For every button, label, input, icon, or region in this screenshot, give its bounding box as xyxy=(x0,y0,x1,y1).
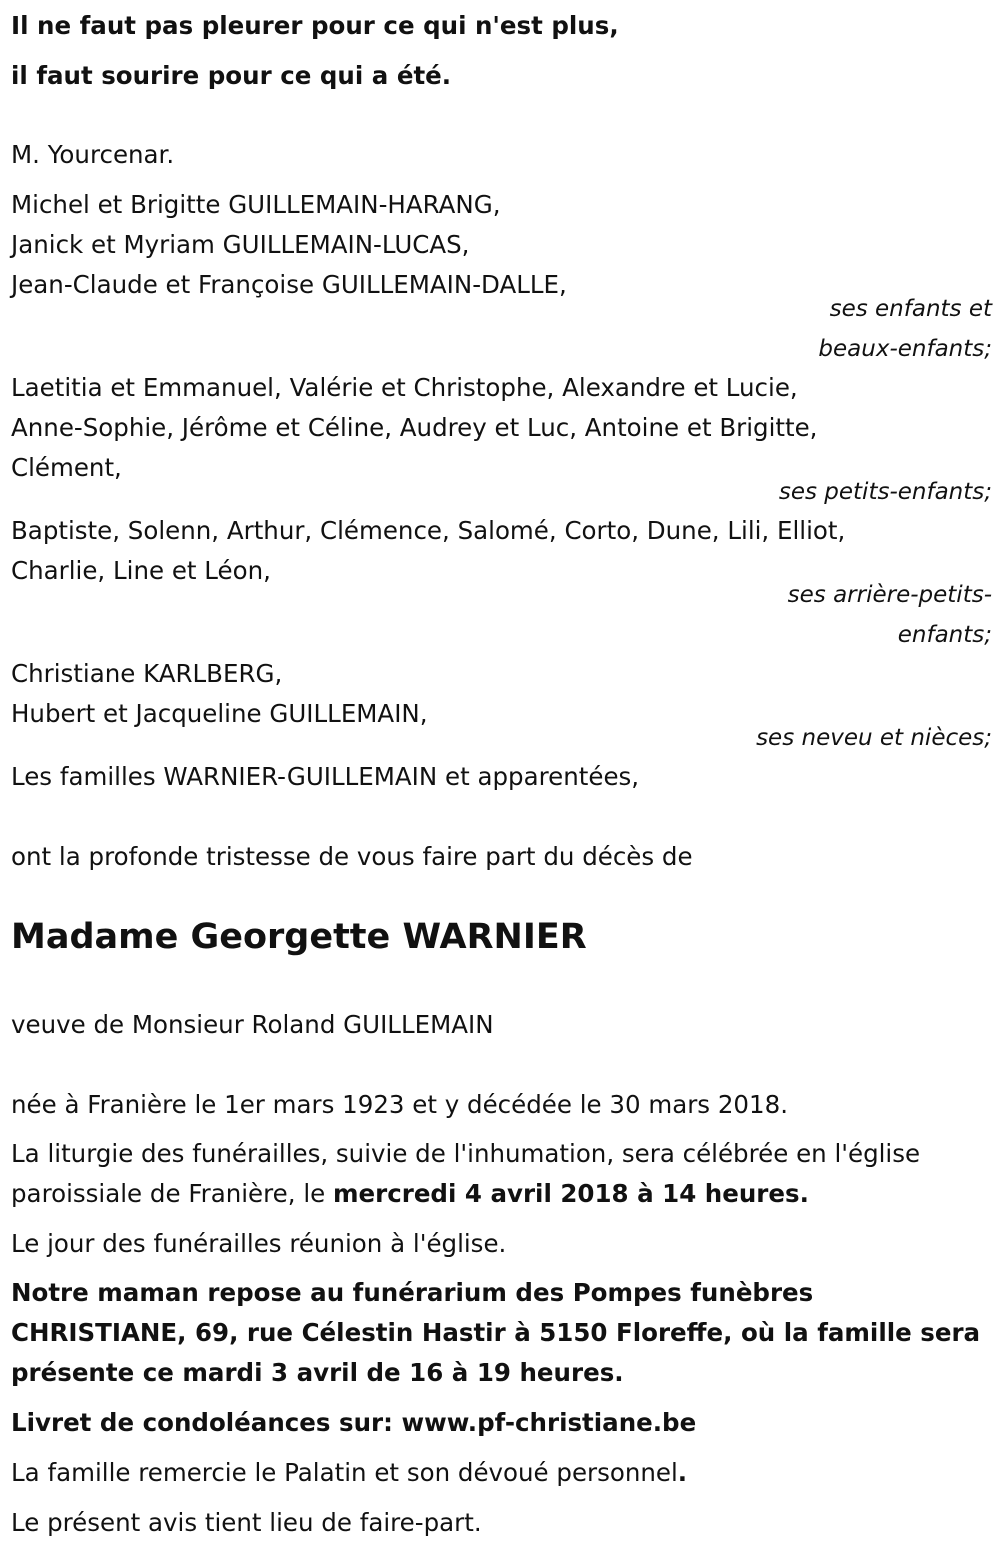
grandchildren-role: ses petits-enfants; xyxy=(778,479,992,505)
quote-line-1: Il ne faut pas pleurer pour ce qui n'est plus, xyxy=(11,11,619,40)
children-role-line-2: beaux-enfants; xyxy=(818,336,992,362)
funeral-date-time: mercredi 4 avril 2018 à 14 heures. xyxy=(332,1179,809,1208)
thanks-line xyxy=(11,1453,687,1493)
great-grandchildren-role-line-2: enfants; xyxy=(897,622,992,648)
great-grandchildren-name: Baptiste, Solenn, Arthur, Clémence, Salomé, Corto, Dune, Lili, Elliot, xyxy=(11,516,846,545)
great-grandchildren-name: Charlie, Line et Léon, xyxy=(11,556,271,585)
children-name: Jean-Claude et Françoise GUILLEMAIN-DALLE, xyxy=(11,270,567,299)
funeral-line-2 xyxy=(11,1174,809,1214)
children-name: Michel et Brigitte GUILLEMAIN-HARANG, xyxy=(11,190,501,219)
grandchildren-name: Laetitia et Emmanuel, Valérie et Christophe, Alexandre et Lucie, xyxy=(11,373,798,402)
funeral-line-2-prefix: paroissiale de Franière, le xyxy=(11,1179,333,1208)
condolences-link[interactable]: Livret de condoléances sur: www.pf-christiane.be xyxy=(11,1408,697,1437)
quote-line-2: il faut sourire pour ce qui a été. xyxy=(11,61,452,90)
announcement-line: ont la profonde tristesse de vous faire part du décès de xyxy=(11,842,693,871)
repose-line-2: CHRISTIANE, 69, rue Célestin Hastir à 5150 Floreffe, où la famille sera xyxy=(11,1318,981,1347)
birth-death-dates: née à Franière le 1er mars 1923 et y décédée le 30 mars 2018. xyxy=(11,1090,788,1119)
repose-line-3: présente ce mardi 3 avril de 16 à 19 heures. xyxy=(11,1358,624,1387)
nephews-role: ses neveu et nièces; xyxy=(756,725,992,751)
grandchildren-name: Anne-Sophie, Jérôme et Céline, Audrey et Luc, Antoine et Brigitte, xyxy=(11,413,818,442)
great-grandchildren-role-line-1: ses arrière-petits- xyxy=(787,582,992,608)
nephew-name: Hubert et Jacqueline GUILLEMAIN, xyxy=(11,699,428,728)
deceased-name: Madame Georgette WARNIER xyxy=(11,917,587,957)
condolences-link-line[interactable] xyxy=(11,1403,696,1443)
widow-of-line: veuve de Monsieur Roland GUILLEMAIN xyxy=(11,1010,494,1039)
closing-line: Le présent avis tient lieu de faire-part. xyxy=(11,1508,482,1537)
repose-line-1: Notre maman repose au funérarium des Pompes funèbres xyxy=(11,1278,814,1307)
grandchildren-name: Clément, xyxy=(11,453,122,482)
families-line: Les familles WARNIER-GUILLEMAIN et apparentées, xyxy=(11,762,640,791)
children-name: Janick et Myriam GUILLEMAIN-LUCAS, xyxy=(11,230,470,259)
quote-author: M. Yourcenar. xyxy=(11,140,175,169)
nephew-name: Christiane KARLBERG, xyxy=(11,659,283,688)
thanks-period: . xyxy=(677,1458,688,1487)
children-role-line-1: ses enfants et xyxy=(829,296,992,322)
thanks-text: La famille remercie le Palatin et son dévoué personnel xyxy=(11,1458,678,1487)
funeral-meeting: Le jour des funérailles réunion à l'église. xyxy=(11,1229,507,1258)
funeral-line-1: La liturgie des funérailles, suivie de l'inhumation, sera célébrée en l'église xyxy=(11,1139,921,1168)
